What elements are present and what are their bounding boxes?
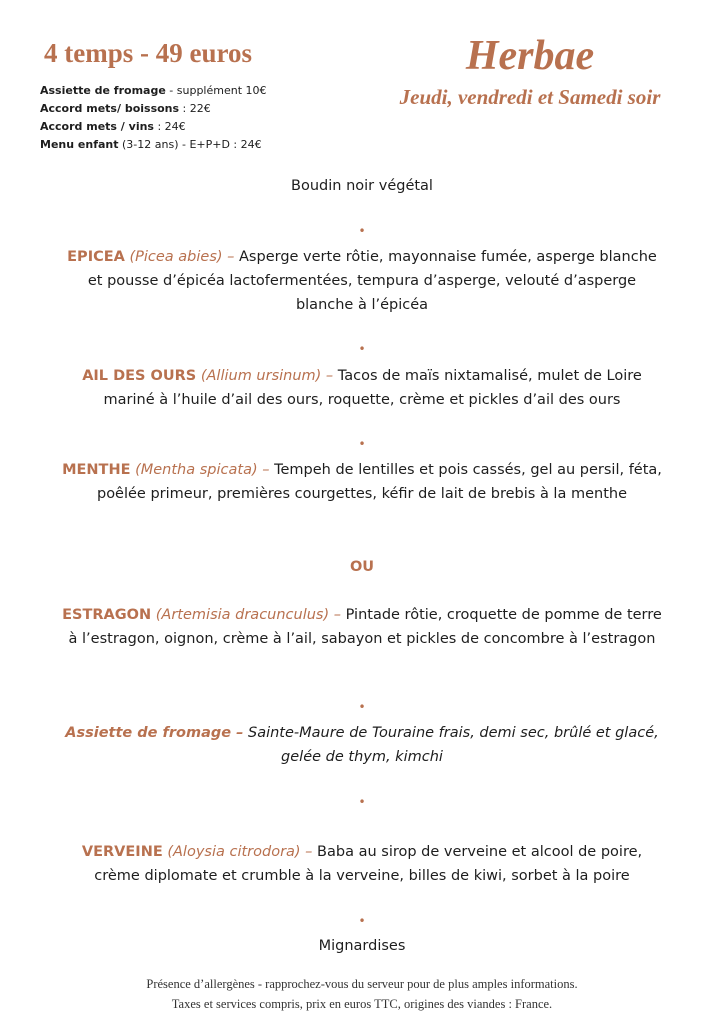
separator-dot: •	[358, 437, 366, 451]
dish-fromage: Assiette de fromage – Sainte-Maure de Touraine frais, demi sec, brûlé et glacé, gelée de thym, kimchi	[65, 725, 659, 765]
dish-ail-des-ours: AIL DES OURS (Allium ursinum) – Tacos de maïs nixtamalisé, mulet de Loire mariné à l’huile d’ail des ours, roquette, crème et pickles d’ail des ours	[82, 368, 642, 408]
separator-dot: •	[358, 700, 366, 714]
mignardises: Mignardises	[318, 938, 406, 954]
extra-item: Accord mets / vins : 24€	[40, 120, 186, 133]
tax-note: Taxes et services compris, prix en euros TTC, origines des viandes : France.	[171, 997, 553, 1011]
allergen-note: Présence d’allergènes - rapprochez-vous du serveur pour de plus amples informations.	[146, 977, 578, 991]
separator-dot: •	[358, 342, 366, 356]
extras-list	[40, 82, 267, 154]
amuse-bouche: Boudin noir végétal	[291, 178, 433, 194]
dish-estragon: ESTRAGON (Artemisia dracunculus) – Pintade rôtie, croquette de pomme de terre à l’estragon, oignon, crème à l’ail, sabayon et pickles de concombre à l’estragon	[62, 607, 662, 647]
footer	[0, 974, 724, 1014]
restaurant-title	[370, 30, 690, 110]
service-days: Jeudi, vendredi et Samedi soir	[399, 85, 661, 109]
restaurant-name: Herbae	[465, 33, 595, 79]
dish-verveine: VERVEINE (Aloysia citrodora) – Baba au sirop de verveine et alcool de poire, crème diplomate et crumble à la verveine, billes de kiwi, sorbet à la poire	[81, 844, 643, 884]
separator-dot: •	[358, 224, 366, 238]
extra-item: Accord mets/ boissons : 22€	[40, 102, 211, 115]
extra-item: Menu enfant (3-12 ans) - E+P+D : 24€	[40, 138, 262, 151]
separator-dot: •	[358, 914, 366, 928]
extra-item: Assiette de fromage - supplément 10€	[40, 84, 267, 97]
separator-dot: •	[358, 795, 366, 809]
dish-menthe: MENTHE (Mentha spicata) – Tempeh de lentilles et pois cassés, gel au persil, féta, poêlée primeur, premières courgettes, kéfir de lait de brebis à la menthe	[62, 462, 662, 502]
dish-epicea: EPICEA (Picea abies) – Asperge verte rôtie, mayonnaise fumée, asperge blanche et pousse d’épicéa lactofermentées, tempura d’asperge, velouté d’asperge blanche à l’épicéa	[67, 249, 657, 313]
menu-price: 4 temps - 49 euros	[44, 38, 252, 68]
or-label: OU	[349, 559, 375, 575]
